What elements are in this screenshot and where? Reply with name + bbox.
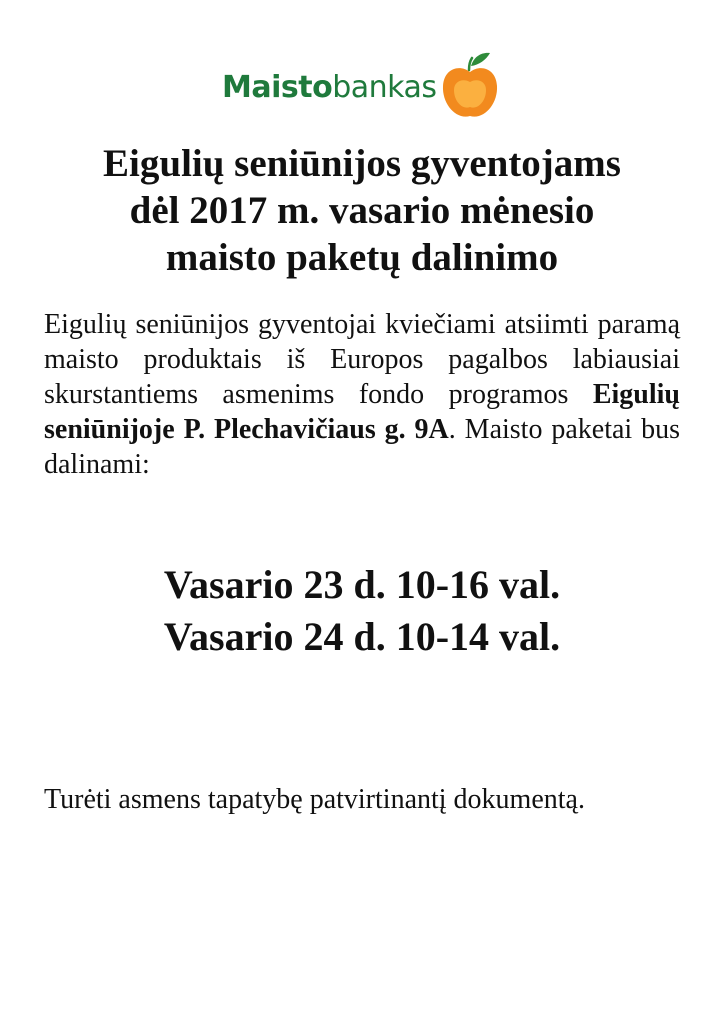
body-intro: Eigulių seniūnijos gyventojai kviečiami atsiimti paramą maisto produktais iš Europos pagalbos labiausiai skurstantiems asmenims fondo programos	[44, 309, 680, 410]
date-line-2: Vasario 24 d. 10-14 val.	[163, 614, 561, 659]
apple-icon	[438, 50, 502, 122]
maistobankas-logo	[222, 50, 512, 122]
body-location: Eigulių seniūnijoje P. Plechavičiaus g. 9A	[44, 379, 680, 445]
title-line-1: Eigulių seniūnijos gyventojams	[103, 142, 621, 185]
announcement-title	[30, 140, 694, 281]
distribution-dates	[30, 559, 694, 663]
logo-wordmark-bold: Maisto	[222, 70, 333, 105]
announcement-body	[44, 307, 680, 482]
title-line-2: dėl 2017 m. vasario mėnesio	[129, 189, 595, 232]
title-line-3: maisto paketų dalinimo	[165, 236, 559, 279]
date-line-1: Vasario 23 d. 10-16 val.	[163, 562, 561, 607]
logo-wordmark-light: bankas	[332, 70, 437, 105]
id-document-note: Turėti asmens tapatybę patvirtinantį dokumentą.	[44, 784, 585, 815]
body-outro: . Maisto paketai bus dalinami:	[44, 414, 680, 480]
logo-wordmark	[222, 70, 437, 105]
